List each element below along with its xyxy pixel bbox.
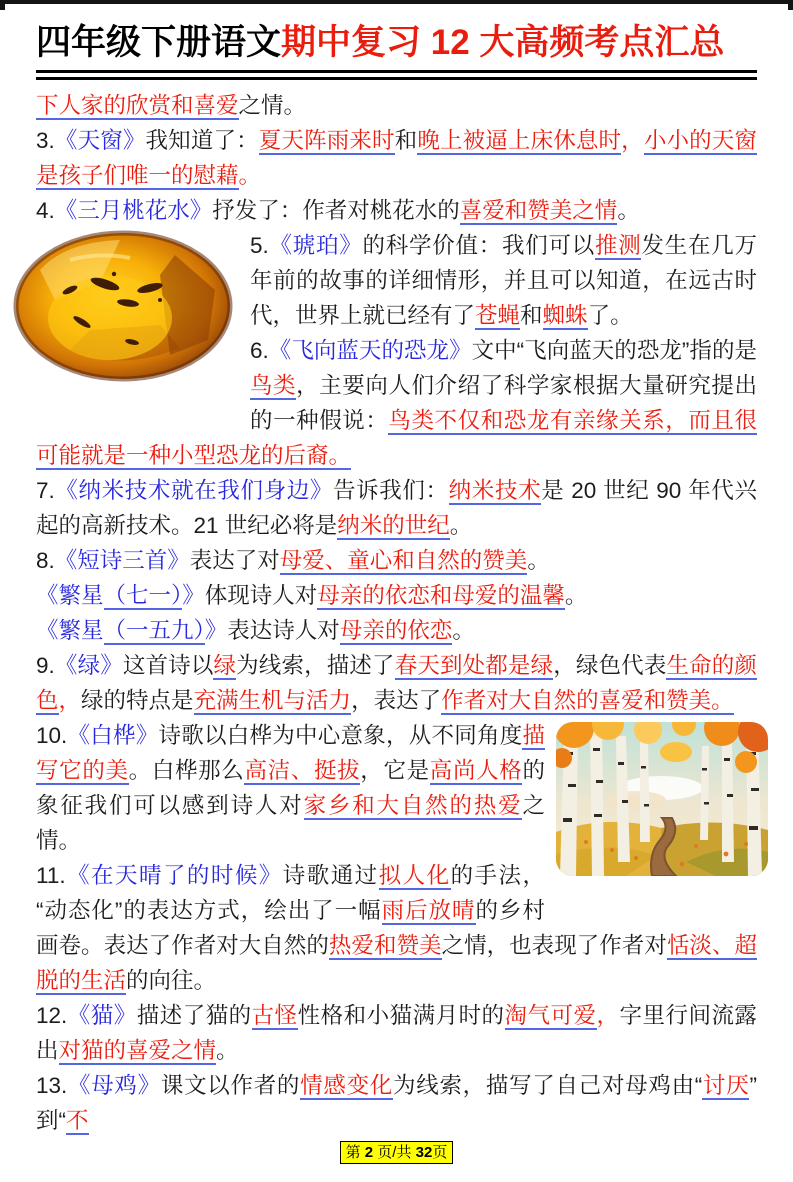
body-text: 9. [36,653,55,678]
book-title: 《琥珀》 [268,233,363,258]
review-point-3 [36,123,757,193]
body-text: 为线索，描述了 [236,653,395,678]
review-point-9 [36,648,757,718]
book-title: 《猫》 [67,1003,137,1028]
review-point-8-fanxing-71 [36,578,757,613]
body-text: 4. [36,198,55,223]
body-text: 的科学价值：我们可以 [362,233,595,258]
book-title: 《三月桃花水》 [54,198,213,223]
highlighted-text: 母亲的依恋 [339,618,453,643]
highlighted-text: 充满生机与活力 [193,688,352,713]
review-point-8-fanxing-159 [36,613,757,648]
page-corner-mark-left [0,0,5,10]
body-text: 是 20 世纪 90 年代兴起的高新技术。21 世纪必将是 [36,478,757,538]
highlighted-text: 作者对大自然的喜爱和赞美。 [441,688,734,713]
body-text: 。 [564,583,588,608]
body-text: 5. [250,233,269,258]
highlighted-text: 晚上被逼上床休息时 [417,128,622,153]
highlighted-text: 鸟类不仅和恐龙有亲缘关系，而且很可能就是一种小型恐龙的后裔。 [36,408,757,468]
book-title: 《绿》 [54,653,123,678]
highlighted-text: 雨后放晴 [381,898,476,923]
highlighted-text: 夏天阵雨来时 [258,128,395,153]
paragraph-continued [36,88,757,123]
body-text: 7. [36,478,55,503]
page-footer-text: 第 [345,1144,365,1161]
book-title: 《母鸡》 [67,1073,161,1098]
review-point-7 [36,473,757,543]
highlighted-text: 高尚人格 [429,758,523,783]
body-text: 。 [216,1038,239,1063]
body-text: ，它是 [360,758,430,783]
body-text: 的向往。 [126,968,217,993]
page-number-badge [340,1141,454,1164]
highlighted-text: 对猫的喜爱之情 [58,1038,217,1063]
book-title: 《繁星 [36,618,104,643]
highlighted-text: 春天到处都是绿 [394,653,554,678]
total-page-number: 32 [415,1144,433,1161]
book-title-number: （一五九） [103,618,205,643]
body-text: 3. [36,128,55,153]
red-text: 。 [238,163,262,188]
body-text: 描述了猫的 [136,1003,252,1028]
body-text: 告诉我们： [333,478,449,503]
body-text: 诗歌以白桦为中心意象，从不同角度 [158,723,523,748]
current-page-number: 2 [364,1144,374,1161]
highlighted-text: 恬淡、超脱的生活 [36,933,757,993]
highlighted-text: 情感变化 [300,1073,394,1098]
book-title: 《在天晴了的时候》 [65,863,283,888]
document-body [36,88,757,1138]
body-text: 的手法，“动态化”的表达方式，绘出了一幅 [36,863,545,923]
highlighted-text: 家乡和大自然的热爱 [303,793,523,818]
book-title: 《天窗》 [54,128,146,153]
body-text: 和 [520,303,543,328]
body-text: 之情。 [238,93,307,118]
highlighted-text: 不 [66,1108,89,1133]
body-text: 。 [449,513,473,538]
body-text: 文中“飞向蓝天的恐龙”指的是 [471,338,757,363]
red-text: ， [596,1003,620,1028]
highlighted-text: 推测 [594,233,642,258]
body-text: 课文以作者的 [160,1073,301,1098]
body-text: ”到“ [36,1073,757,1133]
book-title: 《纳米技术就在我们身边》 [54,478,333,503]
book-title: 《白桦》 [67,723,159,748]
body-text: 抒发了：作者对桃花水的 [212,198,460,223]
body-text: 13. [36,1073,68,1098]
page-title [36,18,757,68]
body-text: 之情，也表现了作者对 [441,933,667,958]
book-title: 《繁星 [36,583,104,608]
book-title: 》 [182,583,205,608]
review-point-4 [36,193,757,228]
red-text: ， [58,688,82,713]
book-title: 《短诗三首》 [54,548,190,573]
amber-fossil-image [10,230,240,382]
body-text: 。 [452,618,475,643]
body-text: 。 [527,548,550,573]
body-text: 我知道了： [145,128,259,153]
body-text: 表达了对 [189,548,280,573]
body-text: 诗歌通过 [282,863,379,888]
book-title: 》 [204,618,228,643]
highlighted-text: 喜爱和赞美之情 [459,198,618,223]
highlighted-text: 鸟类 [250,373,297,398]
highlighted-text: 母亲的依恋和母爱的温馨 [317,583,565,608]
body-text: 的象征我们可以感到诗人对 [36,758,545,818]
highlighted-text: 拟人化 [378,863,451,888]
birch-forest-image [556,722,768,876]
review-point-12 [36,998,757,1068]
body-text: 表达诗人对 [227,618,340,643]
body-text: ，主要向人们介绍了科学家根据大量研究提出的一种假说： [250,373,757,433]
body-text: 8. [36,548,55,573]
highlighted-text: 纳米的世纪 [337,513,450,538]
highlighted-text: 母爱、童心和自然的赞美 [279,548,528,573]
highlighted-text: 描写它的美 [36,723,545,783]
body-text: ，绿色代表 [553,653,667,678]
body-text: 。白桦那么 [128,758,245,783]
page-corner-mark-right [788,0,793,10]
amber-fossil-photo [36,228,238,438]
highlighted-text: 高洁、挺拔 [244,758,361,783]
highlighted-text: 苍蝇 [475,303,521,328]
page-top-border [0,0,793,4]
page-footer-text: 页/共 [373,1144,416,1161]
body-text: 6. [250,338,269,363]
page-footer-text: 页 [432,1144,448,1161]
body-text: 这首诗以 [122,653,214,678]
page-footer [36,1141,757,1182]
body-text: 字里行间流露出 [36,1003,757,1063]
red-text: ， [621,128,644,153]
body-text: 发生在几万年前的故事的详细情形，并且可以知道，在远古时代，世界上就已经有了 [250,233,757,328]
highlighted-text: 小小的天窗是孩子们唯一的慰藉 [36,128,757,188]
body-text: 体现诗人对 [204,583,318,608]
highlighted-text: 生命的颜色 [36,653,757,713]
body-text: 12. [36,1003,68,1028]
body-text: ，表达了 [351,688,442,713]
autumn-birch-forest-illustration [557,718,757,896]
highlighted-text: 下人家的欣赏和喜爱 [36,93,239,118]
body-text: 绿的特点是 [81,688,194,713]
body-text: 性格和小猫满月时的 [297,1003,505,1028]
highlighted-text: 淘气可爱 [504,1003,597,1028]
body-text: 为线索，描写了自己对母鸡由“ [393,1073,703,1098]
highlighted-text: 纳米技术 [448,478,542,503]
highlighted-text: 讨厌 [702,1073,750,1098]
body-text: 之情。 [36,793,545,853]
body-text: 。 [617,198,640,223]
highlighted-text: 蜘蛛 [542,303,588,328]
book-title-number: （七一） [103,583,183,608]
title-underline-rule [36,70,757,80]
body-text: 11. [36,863,66,888]
review-point-8 [36,543,757,578]
body-text: 的乡村画卷。表达了作者对大自然的 [36,898,545,958]
highlighted-text: 绿 [213,653,237,678]
book-title: 《飞向蓝天的恐龙》 [268,338,472,363]
body-text: 和 [394,128,418,153]
review-point-13 [36,1068,757,1138]
page-title-black: 四年级下册语文 [36,23,282,62]
body-text: 10. [36,723,68,748]
highlighted-text: 热爱和赞美 [328,933,442,958]
body-text: 了。 [587,303,633,328]
highlighted-text: 古怪 [251,1003,298,1028]
page-title-red: 期中复习 12 大高频考点汇总 [281,23,725,62]
